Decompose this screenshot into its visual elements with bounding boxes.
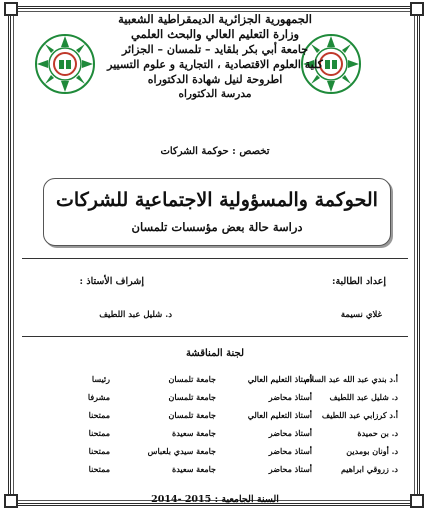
divider-middle	[22, 336, 408, 337]
divider-top	[22, 258, 408, 259]
supervision-label: إشراف الأستاذ :	[79, 276, 144, 287]
member-role: مشرفا	[87, 392, 110, 402]
committee-row	[0, 374, 430, 392]
committee-row	[0, 464, 430, 482]
academic-year	[0, 494, 430, 505]
doctoral-school: مدرسة الدكتوراه	[178, 88, 252, 100]
academic-year-label: السنة الجامعية :	[214, 494, 279, 505]
thesis-subtitle: دراسة حالة بعض مؤسسات تلمسان	[131, 220, 303, 234]
member-university: جامعة تلمسان	[168, 410, 216, 420]
member-name: د. أونان بومدين	[346, 446, 398, 456]
member-name: د. بن حميدة	[357, 428, 398, 438]
document-header	[0, 12, 430, 102]
member-university: جامعة تلمسان	[168, 374, 216, 384]
member-rank: أستاذ محاضر	[268, 464, 312, 474]
member-rank: أستاذ التعليم العالي	[247, 374, 312, 384]
member-name: د. شليل عبد اللطيف	[329, 392, 398, 402]
member-university: جامعة سيدي بلعباس	[147, 446, 216, 456]
member-name: أ.د بندي عبد الله عبد السلام	[304, 374, 398, 384]
thesis-type: اطروحة لنيل شهادة الدكتوراه	[147, 73, 283, 86]
member-rank: أستاذ محاضر	[268, 446, 312, 456]
member-role: ممتحنا	[88, 446, 110, 456]
academic-year-value: 2014- 2015	[151, 494, 212, 505]
ministry-name: وزارة التعليم العالي والبحث العلمي	[130, 27, 300, 41]
faculty-name: كلية العلوم الاقتصادية ، التجارية و علوم التسيير	[107, 58, 323, 71]
prepared-by-value: غلاي نسيمة	[340, 310, 382, 320]
committee-row	[0, 428, 430, 446]
committee-row	[0, 446, 430, 464]
university-name: جامعة أبي بكر بلقايد – تلمسان – الجزائر	[121, 43, 309, 56]
member-name: أ.د كرزابي عبد اللطيف	[321, 410, 398, 420]
member-name: د. زروقي ابراهيم	[340, 464, 398, 474]
member-rank: أستاذ التعليم العالي	[247, 410, 312, 420]
member-university: جامعة تلمسان	[168, 392, 216, 402]
prepared-by-label: إعداد الطالبة:	[331, 276, 386, 287]
specialty: تخصص : حوكمة الشركات	[160, 146, 270, 157]
republic-name: الجمهورية الجزائرية الديمقراطية الشعبية	[118, 12, 312, 26]
member-university: جامعة سعيدة	[172, 464, 216, 474]
member-rank: أستاذ محاضر	[268, 392, 312, 402]
thesis-title: الحوكمة والمسؤولية الاجتماعية للشركات	[56, 189, 378, 211]
member-role: رئيسا	[91, 374, 110, 384]
member-role: ممتحنا	[88, 428, 110, 438]
member-role: ممتحنا	[88, 464, 110, 474]
committee-title: لجنة المناقشة	[185, 348, 245, 359]
member-rank: أستاذ محاضر	[268, 428, 312, 438]
committee-row	[0, 410, 430, 428]
member-university: جامعة سعيدة	[172, 428, 216, 438]
committee-row	[0, 392, 430, 410]
member-role: ممتحنا	[88, 410, 110, 420]
thesis-title-box	[43, 178, 391, 246]
supervision-value: د. شليل عبد اللطيف	[99, 310, 172, 320]
